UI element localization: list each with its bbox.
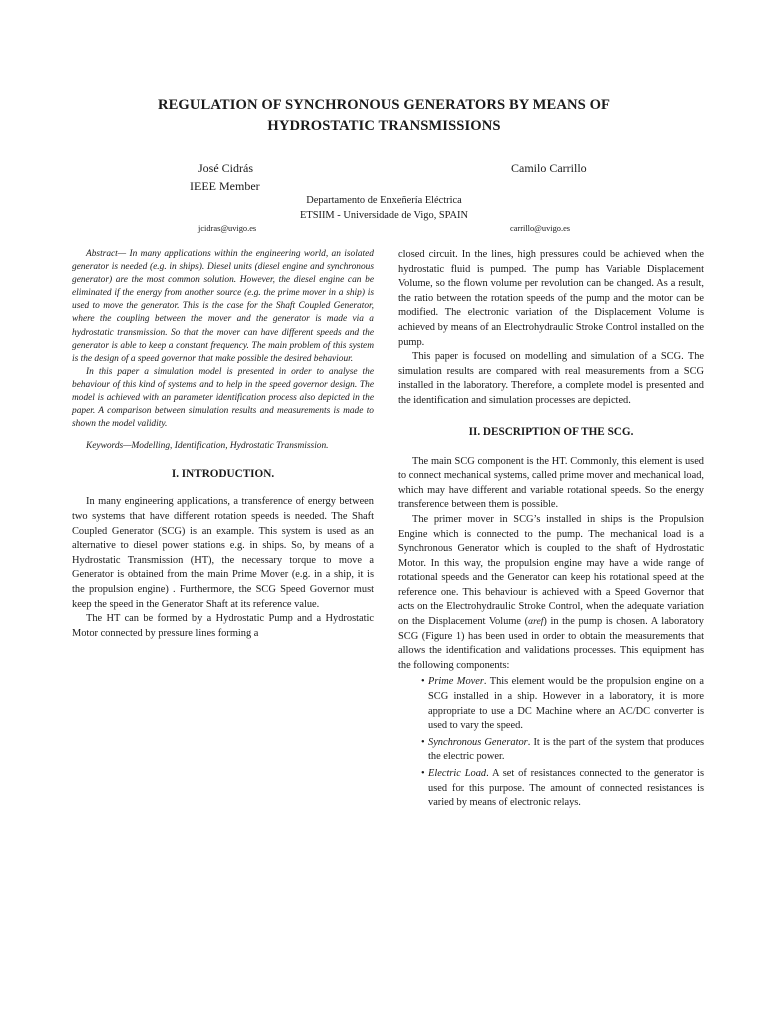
author-2-name: Camilo Carrillo	[511, 161, 587, 175]
list-item	[428, 675, 704, 733]
component-description: . It is the part of the system that produces the electric power.	[428, 736, 704, 763]
right-column-intro-body	[398, 248, 704, 409]
author-2-email[interactable]: carrillo@uvigo.es	[510, 224, 571, 233]
introduction-body	[72, 495, 374, 641]
description-paragraph-2-text-cont: ) in the pump is chosen. A laboratory SCG (Figure 1) has been used in order to obtain the measurements that allows the identification and validations processes. This equipment has the following components:	[398, 616, 705, 671]
alpha-ref-symbol: αref	[528, 616, 544, 628]
right-column	[398, 248, 704, 813]
component-name: Electric Load	[428, 768, 487, 779]
abstract-paragraph-1: Abstract— In many applications within the engineering world, an isolated generator is needed (e.g. in ships). Diesel units (diesel engine and synchronous generator) are the most common solution. However, the diesel engine can be eliminated if the energy from another source (e.g. the prime mover in a ship) is used to move the generator. This is the case for the Shaft Coupled Generator, where the coupling between the mover and the generator is made via a hydrostatic transmission. So that the mover can have different speeds and the generator is able to keep a constant frequency. The main problem of this system is the design of a speed governor that make possible the desired behaviour.	[72, 249, 374, 364]
title-line-2: HYDROSTATIC TRANSMISSIONS	[267, 118, 501, 134]
section-heading-introduction: I. INTRODUCTION.	[171, 468, 275, 481]
paper-title	[60, 95, 708, 137]
list-item	[428, 767, 704, 811]
title-line-1: REGULATION OF SYNCHRONOUS GENERATORS BY MEANS OF	[157, 97, 611, 113]
components-list	[398, 675, 704, 810]
author-1-name: José Cidrás	[198, 161, 253, 175]
affiliation-line-2: ETSIIM - Universidade de Vigo, SPAIN	[300, 210, 468, 221]
left-column	[72, 248, 374, 641]
component-description: . A set of resistances connected to the generator is used for this purpose. The amount of connected resistances is varied by means of electronic relays.	[428, 768, 704, 809]
intro-paragraph-2-continued: closed circuit. In the lines, high pressures could be achieved when the hydrostatic fluid is pumped. The pump has Variable Displacement Volume, so the flown volume per revolution can be changed. As a result, the ratio between the rotation speeds of the pump and the motor can be modified. The electronic variation of the Displacement Volume is achieved by means of an Electrohydraulic Stroke Control installed on the pump.	[398, 249, 704, 348]
description-paragraph-1: The main SCG component is the HT. Commonly, this element is used to connect mechanical systems, called prime mover and mechanical load, which may have different and variable rotational speeds. So the energy transference between them is possible.	[398, 455, 704, 511]
component-name: Synchronous Generator	[428, 736, 528, 748]
component-name: Prime Mover	[428, 676, 484, 688]
author-1-role: IEEE Member	[190, 179, 260, 193]
section-heading-description: II. DESCRIPTION OF THE SCG.	[468, 425, 634, 438]
intro-paragraph-1: In many engineering applications, a transference of energy between two systems that have different rotation speeds is needed. The Shaft Coupled Generator (SCG) is an example. This system is used as an alternative to diesel power stations e.g. in ships. So, by means of a Hydrostatic Transmission (HT), the necessary torque to move a Generator is obtained from the main Prime Mover (e.g. in a ship, it is the propulsion engine) . Furthermore, the SCG Speed Governor must keep the speed in the Generator Shaft at its reference value.	[72, 496, 374, 610]
component-description: . This element would be the propulsion engine on a SCG installed in a ship. However in a laboratory, it is more appropriate to use a DC Machine where an AC/DC converter is used to vary the speed.	[428, 676, 704, 732]
description-paragraph-2-text: The primer mover in SCG’s installed in ships is the Propulsion Engine which is connected to the pump. The mechanical load is a Synchronous Generator which is coupled to the shaft of Hydrostatic Motor. In this way, the propulsion engine may have a wide range of rotational speeds and the Generator can keep his rotational speed at the reference one. This behaviour is achieved with a Speed Governor that acts on the Electrohydraulic Stroke Control, when the adequate variation on the Displacement Volume (	[398, 513, 704, 628]
affiliation-line-1: Departamento de Enxeñería Eléctrica	[306, 195, 462, 206]
description-body	[398, 455, 704, 811]
list-item	[428, 736, 704, 765]
intro-paragraph-2: The HT can be formed by a Hydrostatic Pump and a Hydrostatic Motor connected by pressure lines forming a	[72, 613, 374, 639]
description-paragraph-2	[398, 513, 704, 674]
keywords: Keywords—Modelling, Identification, Hydrostatic Transmission.	[86, 441, 329, 452]
abstract	[72, 248, 374, 453]
author-1-email[interactable]: jcidras@uvigo.es	[198, 224, 257, 233]
abstract-paragraph-2: In this paper a simulation model is presented in order to analyse the behaviour of this kind of systems and to help in the speed governor design. The model is achieved with an parameter identification process also depicted in the paper. A comparison between simulation results and measurements is made to shown the model validity.	[72, 366, 374, 430]
intro-paragraph-3: This paper is focused on modelling and simulation of a SCG. The simulation results are compared with real measurements from a SCG installed in the laboratory. Therefore, a complete model is presented and the identification and simulation processes are depicted.	[398, 351, 704, 406]
